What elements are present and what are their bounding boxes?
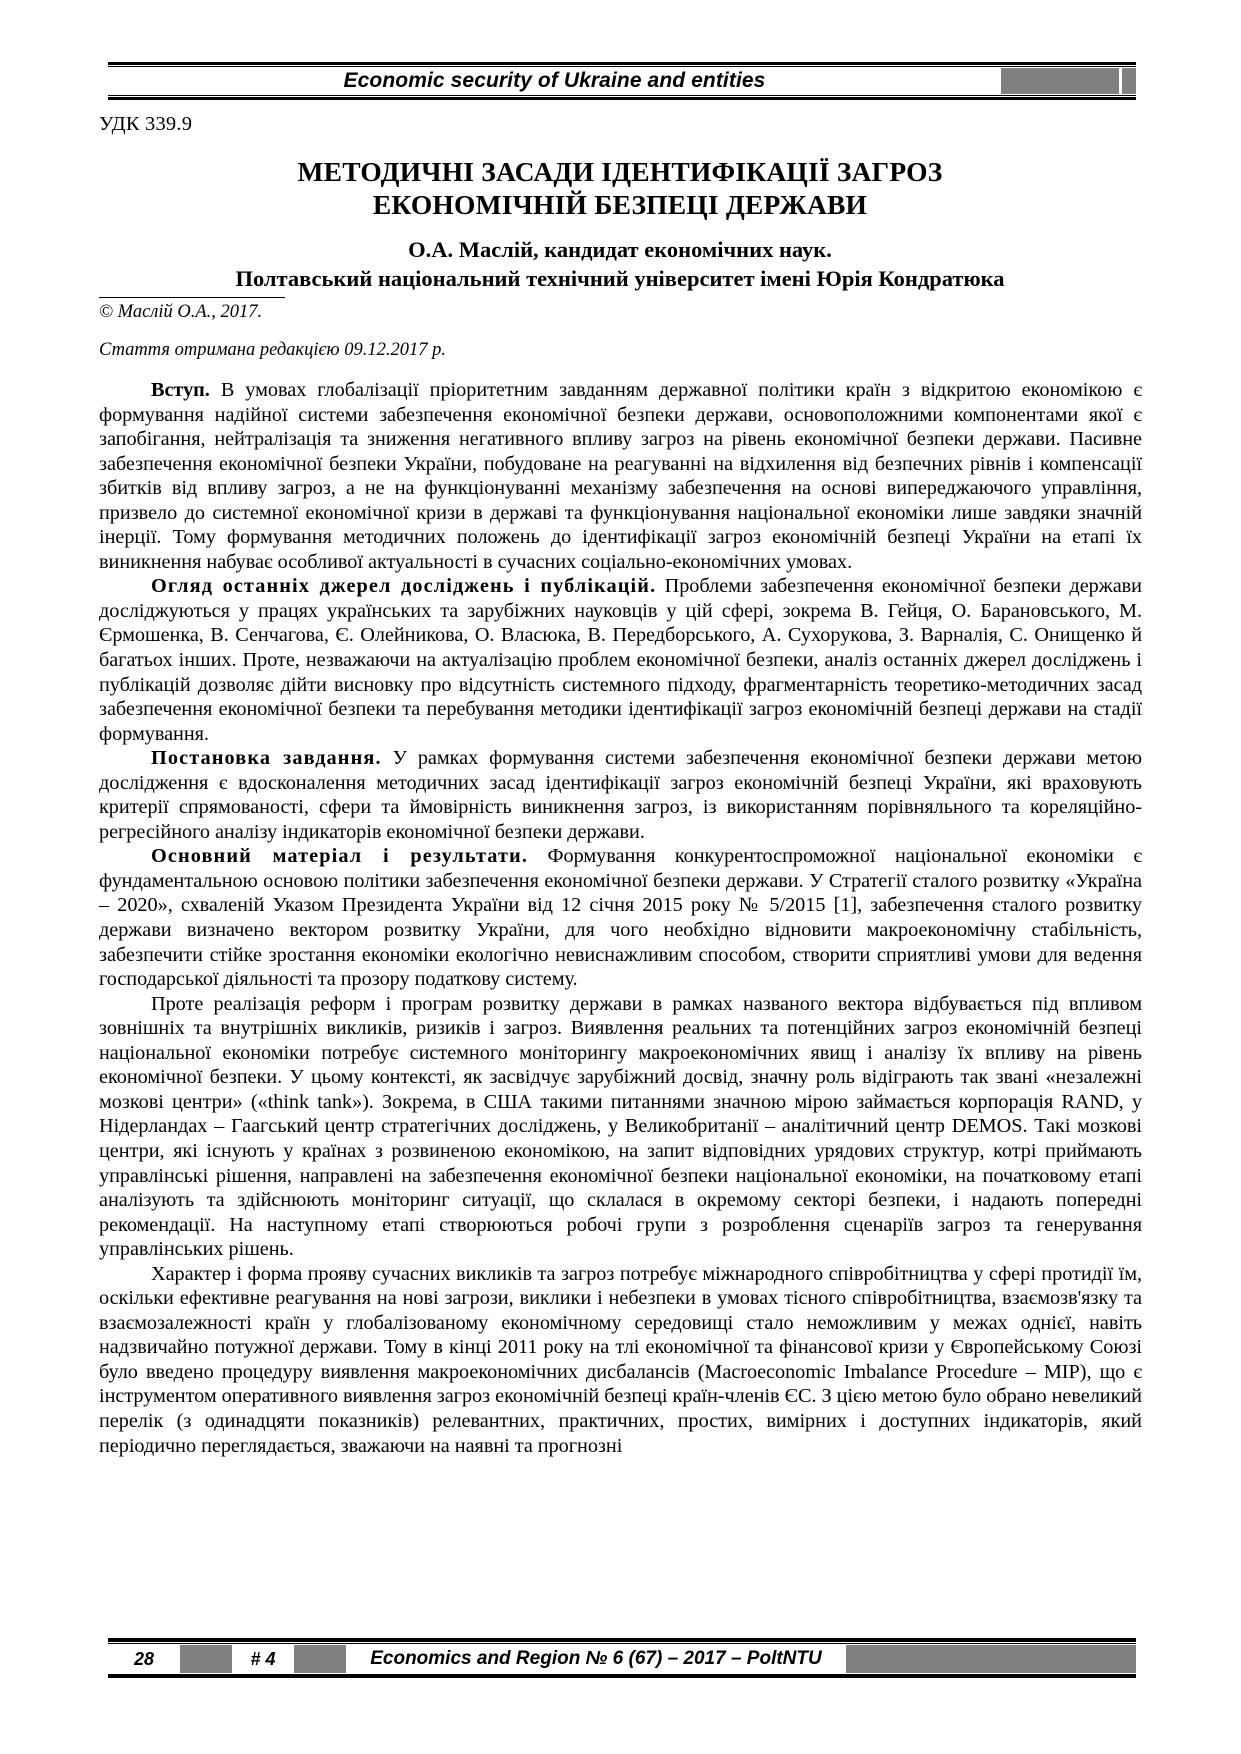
header-bottom-rule — [108, 96, 1136, 100]
running-header-title: Economic security of Ukraine and entities — [343, 69, 766, 92]
section-lead-literature-review: Огляд останніх джерел досліджень і публікацій. — [151, 575, 657, 598]
section-lead-introduction: Вступ. — [151, 379, 210, 401]
header-top-rule — [108, 62, 1136, 66]
paragraph-problem-statement-text: У рамках формування системи забезпечення економічної безпеки держави метою дослідження є вдосконалення методичних засад ідентифікації загроз економічній безпеці України, які враховують критерії спрямованості, сфери та ймовірність виникнення загроз, із використанням порівняльного та кореляційно-регресійного аналізу індикаторів економічної безпеки держави. — [99, 747, 1143, 843]
footer-journal-reference: Economics and Region № 6 (67) – 2017 – PoltNTU — [346, 1645, 846, 1673]
header-gray-block-right — [1122, 68, 1136, 94]
footer-content-row — [108, 1645, 1136, 1673]
paragraph-main-material-text: Формування конкурентоспроможної національної економіки є фундаментальною основою політики забезпечення економічної безпеки держави. У Стратегії сталого розвитку «Україна – 2020», схваленій Указом Президента України від 12 січня 2015 року № 5/2015 [1], забезпечення сталого розвитку держави визначено вектором розвитку України, для чого необхідно відновити макроекономічну стабільність, забезпечити стійке зростання економіки екологічно невиснажливим способом, створити сприятливі умови для ведення господарської діяльності та прозору податкову систему. — [99, 845, 1143, 991]
paragraph-international-cooperation: Характер і форма прояву сучасних викликів та загроз потребує міжнародного співробітництва у сфері протидії їм, оскільки ефективне реагування на нові загрози, виклики і небезпеки в умовах тісного співробітництва, взаємозв'язку та взаємозалежності країн у глобалізованому економічному середовищі стало неможливим у межах однієї, навіть надзвичайно потужної держави. Тому в кінці 2011 року на тлі економічної та фінансової кризи у Європейському Союзі було введено процедуру виявлення макроекономічних дисбалансів (Macroeconomic Imbalance Procedure – MIP), що є інструментом оперативного виявлення загроз економічній безпеці країн-членів ЄС. З цією метою було обрано невеликий перелік (з одинадцяти показників) релевантних, практичних, простих, вимірних і доступних індикаторів, який періодично переглядається, зважаючи на наявні та прогнозні — [99, 1262, 1142, 1457]
copyright-notice: © Маслій О.А., 2017. — [99, 302, 263, 322]
footer-gray-block-3 — [846, 1645, 1136, 1673]
copyright-separator-rule — [99, 297, 285, 298]
author-affiliation: Полтавський національний технічний університет імені Юрія Кондратюка — [235, 266, 1005, 291]
running-footer — [108, 1638, 1136, 1678]
section-lead-problem-statement: Постановка завдання. — [151, 747, 382, 770]
footer-page-number: 28 — [108, 1645, 180, 1673]
footer-issue-number: # 4 — [232, 1645, 294, 1673]
paragraph-literature-review-text: Проблеми забезпечення економічної безпеки держави досліджуються у працях українських та зарубіжних науковців у цій сфері, зокрема В. Гейця, О. Барановського, М. Єрмошенка, В. Сенчагова, Є. Олейникова, О. Власюка, В. Передборського, А. Сухорукова, З. Варналія, С. Онищенко й багатьох інших. Проте, незважаючи на актуалізацію проблем економічної безпеки, аналіз останніх джерел досліджень і публікацій дозволяє дійти висновку про відсутність системного підходу, фрагментарність теоретико-методичних засад забезпечення економічної безпеки та перебування методики ідентифікації загроз економічній безпеці держави на стадії формування. — [99, 575, 1142, 745]
footer-bottom-rule — [108, 1674, 1136, 1678]
paragraph-literature-review — [99, 574, 1142, 746]
author-name-and-degree: О.А. Маслій, кандидат економічних наук. — [408, 237, 832, 262]
section-lead-main-material: Основний матеріал і результати. — [151, 845, 528, 868]
article-title — [140, 155, 1100, 221]
received-date: Стаття отримана редакцією 09.12.2017 р. — [99, 340, 446, 360]
article-title-line-1: МЕТОДИЧНІ ЗАСАДИ ІДЕНТИФІКАЦІЇ ЗАГРОЗ — [297, 156, 943, 187]
header-gray-block-left — [1001, 68, 1119, 94]
paragraph-problem-statement — [99, 746, 1142, 844]
author-block — [110, 235, 1130, 293]
paragraph-main-material — [99, 844, 1142, 991]
header-content-row — [108, 68, 1136, 94]
udc-code: УДК 339.9 — [99, 113, 193, 135]
footer-top-rule — [108, 1638, 1136, 1642]
footer-gray-block-2 — [294, 1645, 346, 1673]
header-title-cell — [108, 68, 1001, 94]
footer-gray-block-1 — [180, 1645, 232, 1673]
paragraph-introduction-text: В умовах глобалізації пріоритетним завданням державної політики країн з відкритою економікою є формування надійної системи забезпечення економічної безпеки держави, основоположними компонентами якої є запобігання, нейтралізація та зниження негативного впливу загроз на рівень економічної безпеки держави. Пасивне забезпечення економічної безпеки України, побудоване на реагуванні на відхилення від безпечних рівнів і компенсації збитків від впливу загроз, а не на функціонуванні механізму забезпечення на основі випереджаючого управління, призвело до системної економічної кризи в державі та функціонування національної економіки лише завдяки значній інерції. Тому формування методичних положень до ідентифікації загроз економічній безпеці України на етапі їх виникнення набуває особливої актуальності в сучасних соціально-економічних умовах. — [99, 379, 1142, 573]
paragraph-introduction — [99, 378, 1142, 574]
copyright-block — [99, 297, 399, 323]
article-body — [99, 378, 1142, 1458]
running-header — [108, 62, 1136, 100]
paragraph-reforms: Проте реалізація реформ і програм розвитку держави в рамках названого вектора відбувається під впливом зовнішніх та внутрішніх викликів, ризиків і загроз. Виявлення реальних та потенційних загроз економічній безпеці національної економіки потребує системного моніторингу макроекономічних явищ і аналізу їх впливу на рівень економічної безпеки. У цьому контексті, як засвідчує зарубіжний досвід, значну роль відіграють так звані «незалежні мозкові центри» («think tank»). Зокрема, в США такими питаннями значною мірою займається корпорація RAND, у Нідерландах – Гаагський центр стратегічних досліджень, у Великобританії – аналітичний центр DEMOS. Такі мозкові центри, які існують у країнах з розвиненою економікою, на запит відповідних урядових структур, котрі приймають управлінські рішення, направлені на забезпечення економічної безпеки національної економіки, на початковому етапі аналізують та здійснюють моніторинг ситуації, що склалася в окремому секторі безпеки, і надають попередні рекомендації. На наступному етапі створюються робочі групи з розроблення сценаріїв загроз та генерування управлінських рішень. — [99, 992, 1142, 1261]
article-title-line-2: ЕКОНОМІЧНІЙ БЕЗПЕЦІ ДЕРЖАВИ — [372, 189, 868, 220]
